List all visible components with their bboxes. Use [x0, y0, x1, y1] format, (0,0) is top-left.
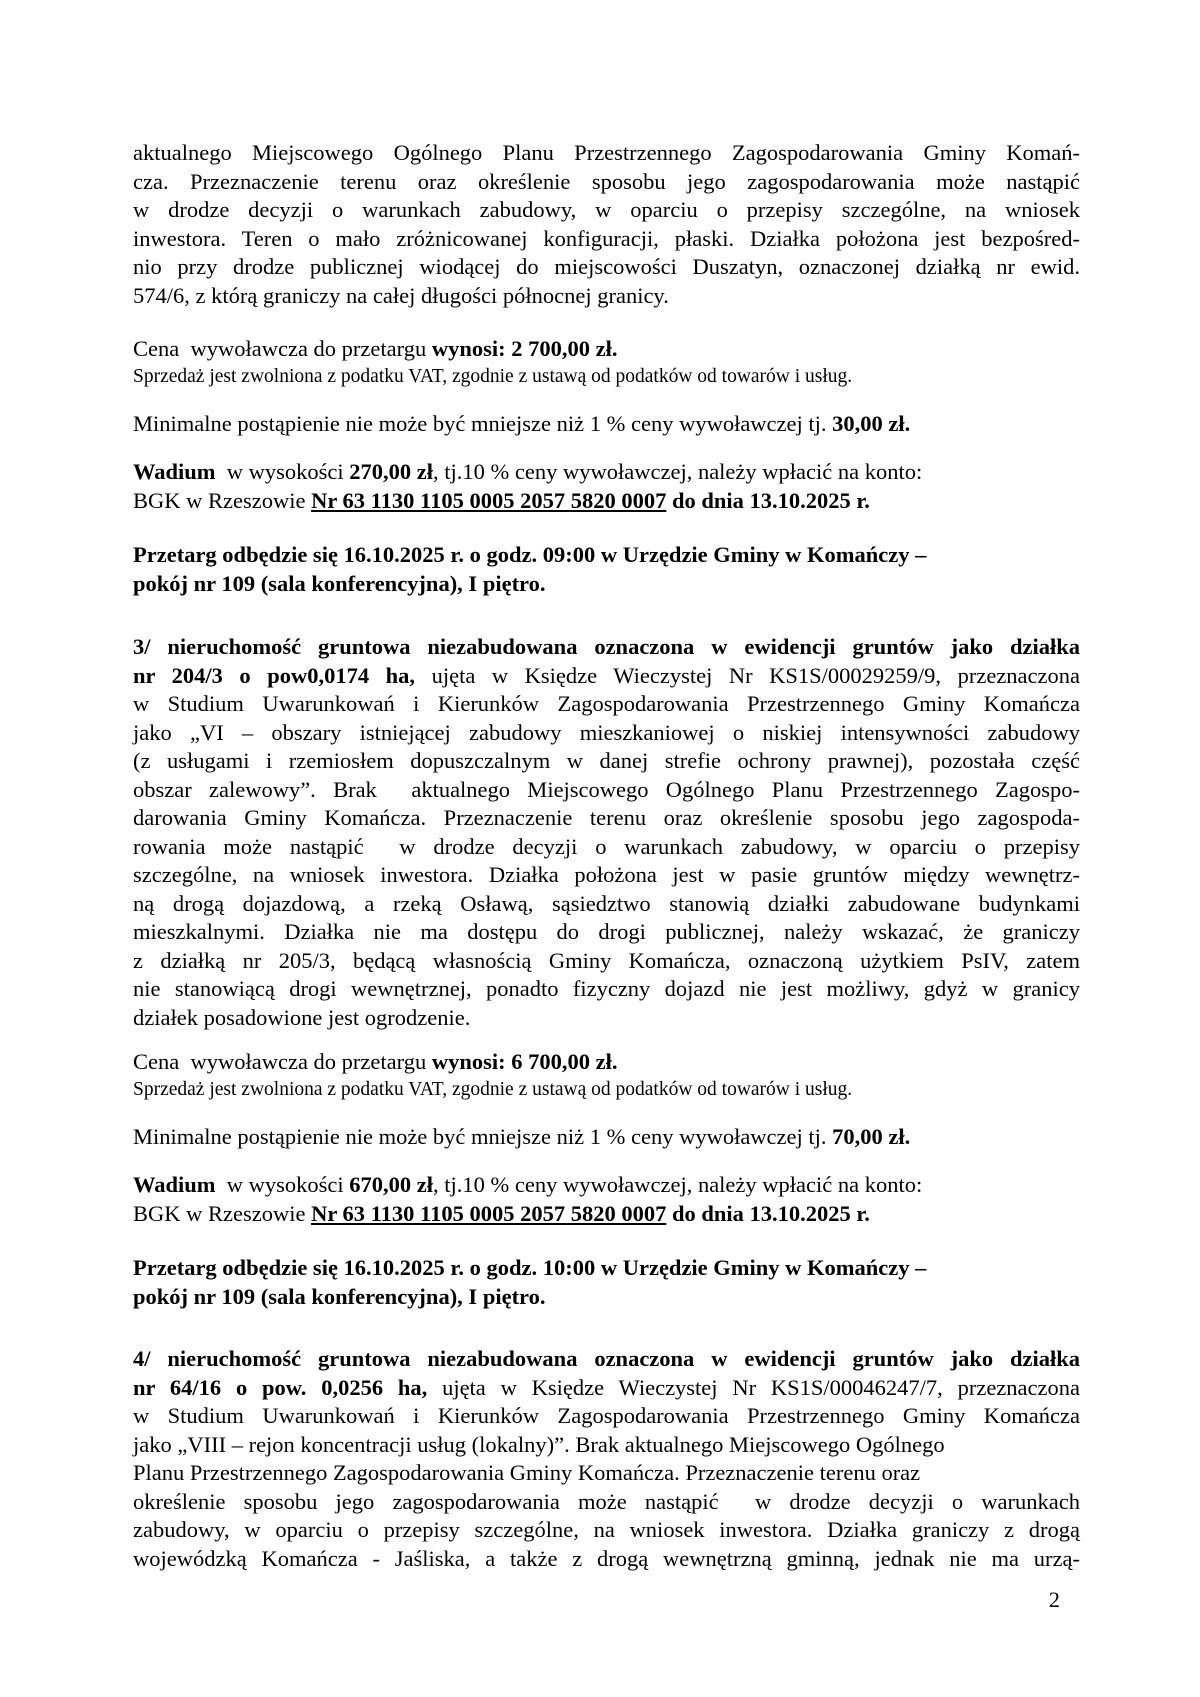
text-run: w wysokości	[215, 1172, 350, 1197]
text-line	[133, 833, 1080, 862]
min-bid-1	[133, 410, 1080, 439]
text-line	[133, 1459, 1080, 1488]
text-line	[133, 890, 1080, 919]
text-run: w Studium Uwarunkowań i Kierunków Zagospodarowania Przestrzennego Gminy Komańcza	[133, 1403, 1080, 1428]
text-line	[133, 1254, 1080, 1283]
text-line	[133, 690, 1080, 719]
text-run: darowania Gminy Komańcza. Przeznaczenie terenu oraz określenie sposobu jego zagospoda-	[133, 805, 1080, 830]
text-run: Wadium	[133, 459, 216, 484]
vat-note-2	[133, 1077, 1080, 1103]
text-run: Planu Przestrzennego Zagospodarowania Gminy Komańcza. Przeznaczenie terenu oraz	[133, 1460, 921, 1485]
text-run: jako „VIII – rejon koncentracji usług (lokalny)”. Brak aktualnego Miejscowego Ogólnego	[133, 1431, 945, 1457]
text-run: Cena wywoławcza do przetargu	[133, 336, 432, 361]
text-run: , tj.10 % ceny wywoławczej, należy wpłacić na konto:	[433, 1172, 923, 1197]
text-run: (z usługami i rzemiosłem dopuszczalnym w danej strefie ochrony prawnej), pozostała część	[133, 748, 1080, 773]
text-run: nie stanowiącą drogi wewnętrznej, ponadto fizyczny dojazd nie jest możliwy, gdyż w granicy	[133, 976, 1080, 1001]
text-run: mieszkalnymi. Działka nie ma dostępu do drogi publicznej, należy wskazać, że graniczy	[133, 919, 1080, 944]
text-line	[133, 1004, 1080, 1033]
text-line	[133, 253, 1080, 282]
text-line	[133, 1077, 1080, 1103]
text-line	[133, 335, 1080, 364]
text-run: ujęta w Księdze Wieczystej Nr KS1S/00046247/7, przeznaczona	[427, 1374, 1080, 1400]
min-bid-2	[133, 1123, 1080, 1152]
text-run: Cena wywoławcza do przetargu	[133, 1049, 432, 1074]
page-number: 2	[1048, 1587, 1060, 1612]
text-run: Sprzedaż jest zwolniona z podatku VAT, zgodnie z ustawą od podatków od towarów i usług.	[133, 365, 853, 387]
text-line	[133, 139, 1080, 168]
text-line	[133, 364, 1080, 390]
text-run: wojewódzką Komańcza - Jaśliska, a także z drogą wewnętrzną gminną, jednak nie ma urzą-	[133, 1545, 1080, 1571]
parcel-3-paragraph	[133, 633, 1080, 1032]
text-run: 30,00 zł.	[832, 410, 911, 436]
text-run: zabudowy, w oparciu o przepisy szczególne, na wniosek inwestora. Działka graniczy z drogą	[133, 1517, 1080, 1542]
text-run: , tj.10 % ceny wywoławczej, należy wpłacić na konto:	[433, 459, 923, 484]
document-content	[133, 139, 1080, 1615]
vat-note-1	[133, 364, 1080, 390]
text-line	[133, 1345, 1080, 1374]
text-line	[133, 1402, 1080, 1431]
text-run: Minimalne postąpienie nie może być mniejsze niż 1 % ceny wywoławczej tj.	[133, 1123, 833, 1149]
text-run: określenie sposobu jego zagospodarowania może nastąpić w drodze decyzji o warunkach	[133, 1488, 1080, 1514]
text-line	[133, 861, 1080, 890]
text-run: w wysokości	[215, 459, 350, 484]
text-run: 270,00 zł	[349, 459, 434, 484]
text-run: 4/ nieruchomość gruntowa niezabudowana oznaczona w ewidencji gruntów jako działka	[133, 1346, 1080, 1371]
text-line	[133, 1171, 1080, 1200]
text-run: wynosi: 6 700,00 zł.	[431, 1049, 618, 1074]
parcel-4-paragraph	[133, 1345, 1080, 1573]
text-line	[133, 1488, 1080, 1517]
text-line	[133, 410, 1080, 439]
text-line	[133, 633, 1080, 662]
auction-info-1	[133, 541, 1080, 598]
text-run: cza. Przeznaczenie terenu oraz określenie sposobu jego zagospodarowania może nastąpić	[133, 168, 1080, 194]
text-line	[133, 719, 1080, 748]
text-run: ną drogą dojazdową, a rzeką Osławą, sąsiedztwo stanowią działki zabudowane budynkami	[133, 890, 1080, 916]
text-run: 670,00 zł	[349, 1172, 434, 1197]
text-run: ujęta w Księdze Wieczystej Nr KS1S/00029259/9, przeznaczona	[415, 662, 1080, 688]
text-run: aktualnego Miejscowego Ogólnego Planu Przestrzennego Zagospodarowania Gminy Komań-	[133, 140, 1080, 165]
text-line	[133, 1545, 1080, 1574]
intro-paragraph	[133, 139, 1080, 310]
text-line	[133, 1431, 1080, 1460]
text-line	[133, 804, 1080, 833]
price-line-2	[133, 1048, 1080, 1077]
bank-account-number: Nr 63 1130 1105 0005 2057 5820 0007	[311, 487, 667, 513]
text-line	[133, 168, 1080, 197]
text-run: inwestora. Teren o mało zróżnicowanej konfiguracji, płaski. Działka położona jest bezpośred-	[133, 225, 1080, 251]
text-line	[133, 776, 1080, 805]
text-run: BGK w Rzeszowie	[133, 487, 312, 513]
text-line	[133, 225, 1080, 254]
text-run: działek posadowione jest ogrodzenie.	[133, 1004, 471, 1030]
price-line-1	[133, 335, 1080, 364]
text-line	[133, 1048, 1080, 1077]
text-line	[133, 1200, 1080, 1229]
text-line	[133, 487, 1080, 516]
text-run: szczególne, na wniosek inwestora. Działka położona jest w pasie gruntów między wewnętrz-	[133, 862, 1080, 887]
text-run: obszar zalewowy”. Brak aktualnego Miejscowego Ogólnego Planu Przestrzennego Zagospo-	[133, 776, 1080, 802]
text-line	[133, 918, 1080, 947]
text-run: Wadium	[133, 1172, 216, 1197]
text-run: Minimalne postąpienie nie może być mniejsze niż 1 % ceny wywoławczej tj.	[133, 410, 833, 436]
text-line	[133, 282, 1080, 311]
text-line	[133, 1123, 1080, 1152]
text-run: do dnia 13.10.2025 r.	[666, 487, 870, 513]
text-run: BGK w Rzeszowie	[133, 1200, 312, 1226]
text-run: rowania może nastąpić w drodze decyzji o warunkach zabudowy, w oparciu o przepisy	[133, 833, 1080, 859]
text-line	[133, 947, 1080, 976]
text-run: jako „VI – obszary istniejącej zabudowy mieszkaniowej o niskiej intensywności zabudowy	[133, 719, 1080, 745]
text-line	[133, 1374, 1080, 1403]
text-run: nio przy drodze publicznej wiodącej do miejscowości Duszatyn, oznaczonej działką nr ewid.	[133, 254, 1080, 279]
text-run: 3/ nieruchomość gruntowa niezabudowana oznaczona w ewidencji gruntów jako działka	[133, 634, 1080, 659]
text-run: Przetarg odbędzie się 16.10.2025 r. o godz. 09:00 w Urzędzie Gminy w Komańczy –	[133, 542, 927, 567]
text-line	[133, 570, 1080, 599]
text-run: w drodze decyzji o warunkach zabudowy, w oparciu o przepisy szczególne, na wniosek	[133, 197, 1080, 222]
text-line	[133, 975, 1080, 1004]
text-run: 70,00 zł.	[832, 1123, 911, 1149]
bank-account-number: Nr 63 1130 1105 0005 2057 5820 0007	[311, 1200, 667, 1226]
text-line	[133, 662, 1080, 691]
text-line	[133, 747, 1080, 776]
text-run: Przetarg odbędzie się 16.10.2025 r. o godz. 10:00 w Urzędzie Gminy w Komańczy –	[133, 1255, 927, 1280]
text-run: nr 204/3 o pow0,0174 ha,	[133, 662, 416, 688]
text-line	[133, 541, 1080, 570]
text-run: nr 64/16 o pow. 0,0256 ha,	[133, 1374, 428, 1400]
text-run: w Studium Uwarunkowań i Kierunków Zagospodarowania Przestrzennego Gminy Komańcza	[133, 691, 1080, 716]
wadium-2	[133, 1171, 1080, 1228]
auction-info-2	[133, 1254, 1080, 1311]
wadium-1	[133, 458, 1080, 515]
text-run: Sprzedaż jest zwolniona z podatku VAT, zgodnie z ustawą od podatków od towarów i usług.	[133, 1078, 853, 1100]
text-line	[133, 1283, 1080, 1312]
text-run: 574/6, z którą graniczy na całej długości północnej granicy.	[133, 282, 669, 308]
text-run: do dnia 13.10.2025 r.	[666, 1200, 870, 1226]
text-line	[133, 1516, 1080, 1545]
text-run: pokój nr 109 (sala konferencyjna), I piętro.	[133, 570, 546, 596]
text-run: z działką nr 205/3, będącą własnością Gminy Komańcza, oznaczoną użytkiem PsIV, zatem	[133, 947, 1080, 973]
text-run: wynosi: 2 700,00 zł.	[431, 336, 618, 361]
text-line	[133, 196, 1080, 225]
text-line	[133, 458, 1080, 487]
text-run: pokój nr 109 (sala konferencyjna), I piętro.	[133, 1283, 546, 1309]
